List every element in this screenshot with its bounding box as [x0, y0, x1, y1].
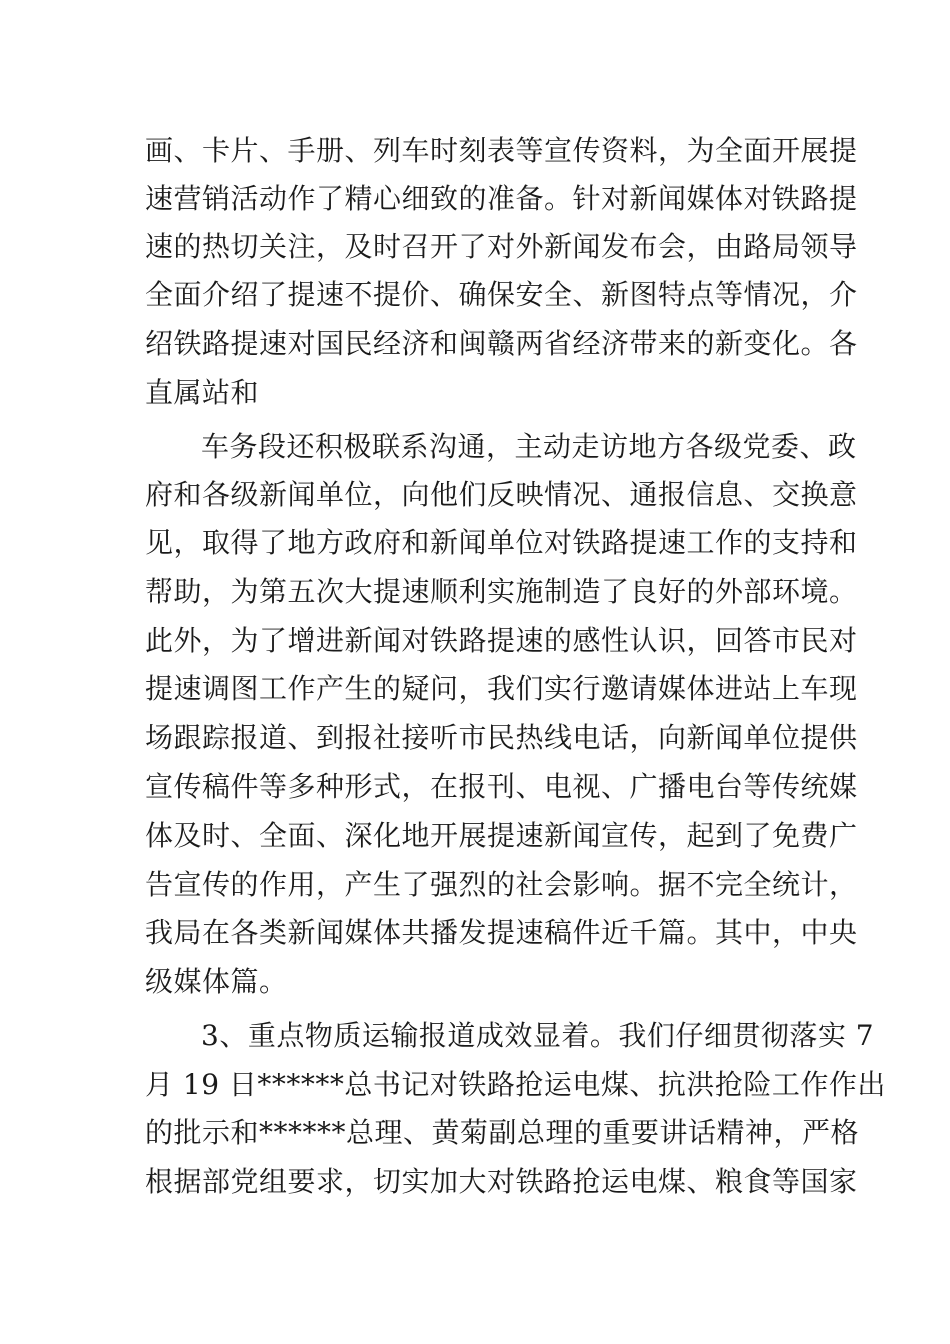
text-line: 见，取得了地方政府和新闻单位对铁路提速工作的支持和: [145, 526, 858, 559]
text-line: 体及时、全面、深化地开展提速新闻宣传，起到了免费广: [145, 819, 858, 852]
text-line: 月 19 日******总书记对铁路抢运电煤、抗洪抢险工作作出: [145, 1068, 886, 1101]
text-line: 车务段还积极联系沟通，主动走访地方各级党委、政: [201, 430, 857, 463]
text-line: 告宣传的作用，产生了强烈的社会影响。据不完全统计，: [145, 868, 858, 901]
text-line: 直属站和: [145, 376, 260, 409]
text-line: 宣传稿件等多种形式，在报刊、电视、广播电台等传统媒: [145, 770, 858, 803]
text-line: 此外，为了增进新闻对铁路提速的感性认识，回答市民对: [145, 624, 858, 657]
text-line: 帮助，为第五次大提速顺利实施制造了良好的外部环境。: [145, 575, 858, 608]
text-line: 绍铁路提速对国民经济和闽赣两省经济带来的新变化。各: [145, 327, 858, 360]
text-line: 府和各级新闻单位，向他们反映情况、通报信息、交换意: [145, 478, 858, 511]
text-line: 3、重点物质运输报道成效显着。我们仔细贯彻落实 7: [201, 1019, 875, 1052]
text-line: 场跟踪报道、到报社接听市民热线电话，向新闻单位提供: [145, 721, 858, 754]
text-line: 速的热切关注，及时召开了对外新闻发布会，由路局领导: [145, 230, 858, 263]
text-line: 的批示和******总理、黄菊副总理的重要讲话精神，严格: [145, 1116, 860, 1149]
text-line: 速营销活动作了精心细致的准备。针对新闻媒体对铁路提: [145, 182, 858, 215]
text-line: 根据部党组要求，切实加大对铁路抢运电煤、粮食等国家: [145, 1165, 858, 1198]
text-line: 提速调图工作产生的疑问，我们实行邀请媒体进站上车现: [145, 672, 858, 705]
text-line: 级媒体篇。: [145, 965, 288, 998]
text-line: 我局在各类新闻媒体共播发提速稿件近千篇。其中，中央: [145, 916, 858, 949]
text-line: 画、卡片、手册、列车时刻表等宣传资料，为全面开展提: [145, 134, 858, 167]
text-line: 全面介绍了提速不提价、确保安全、新图特点等情况，介: [145, 278, 858, 311]
